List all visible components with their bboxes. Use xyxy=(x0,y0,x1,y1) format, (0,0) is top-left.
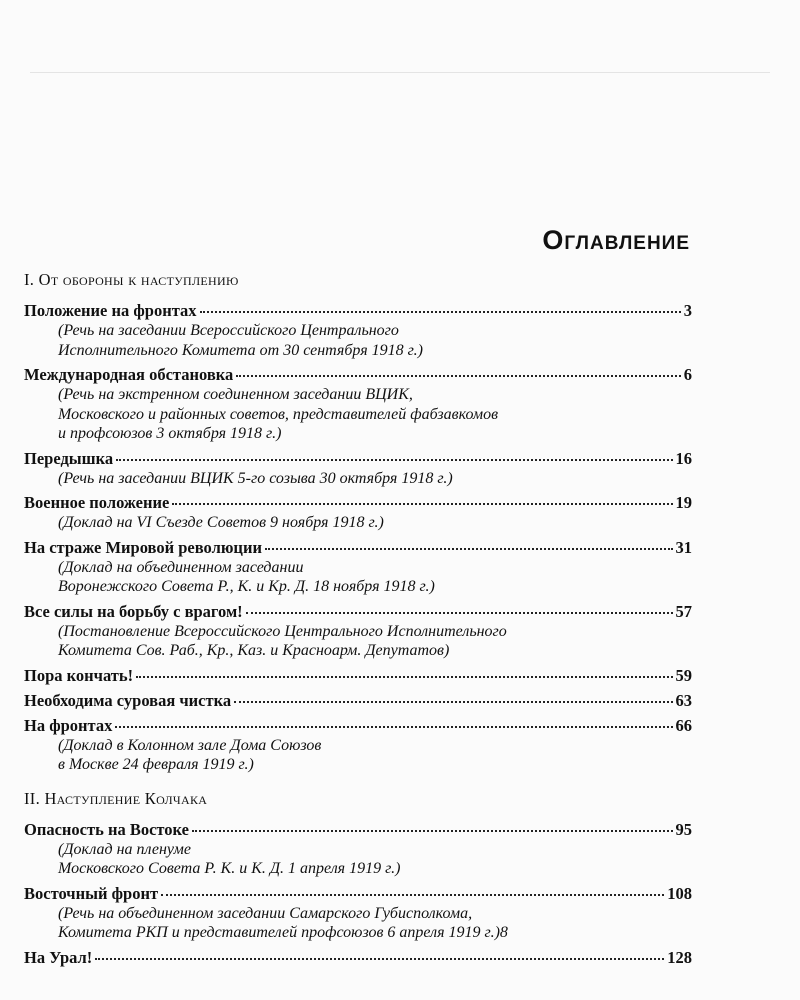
dot-leader xyxy=(234,701,672,703)
dot-leader xyxy=(161,894,664,896)
dot-leader xyxy=(265,548,673,550)
entry-note-line: (Доклад на VI Съезде Советов 9 ноября 1918 г.) xyxy=(58,514,384,531)
page-number: 57 xyxy=(675,601,692,621)
toc-entry-row xyxy=(24,448,692,469)
toc-entry xyxy=(24,883,692,943)
entry-title: Все силы на борьбу с врагом! xyxy=(24,601,243,621)
entry-note-line: и профсоюзов 3 октября 1918 г.) xyxy=(58,425,282,442)
entry-note-line: (Речь на экстренном соединенном заседании ВЦИК, xyxy=(58,386,413,403)
page-number: 31 xyxy=(675,537,692,557)
entry-note-line: Комитета РКП и представителей профсоюзов 6 апреля 1919 г.)8 xyxy=(58,924,508,941)
entry-title: Восточный фронт xyxy=(24,883,159,903)
toc-entry-row xyxy=(24,665,692,686)
entry-note-line: (Доклад на объединенном заседании xyxy=(58,558,304,576)
entry-note-line: (Доклад в Колонном зале Дома Союзов xyxy=(58,736,322,754)
entry-note-line: Московского и районных советов, представителей фабзавкомов xyxy=(58,405,499,423)
page-edge-line xyxy=(30,72,770,73)
entry-title: На Урал! xyxy=(24,947,93,967)
toc-entry xyxy=(24,364,692,444)
entry-note-line: в Москве 24 февраля 1919 г.) xyxy=(58,756,254,773)
entry-note-line: (Доклад на пленуме xyxy=(58,840,191,858)
dot-leader xyxy=(116,459,672,461)
dot-leader xyxy=(246,612,673,614)
entry-title: Положение на фронтах xyxy=(24,301,197,320)
toc-entry xyxy=(24,492,692,533)
table-of-contents xyxy=(24,270,692,972)
entry-title: На фронтах xyxy=(24,715,113,735)
entry-note-line: (Речь на заседании ВЦИК 5-го созыва 30 октября 1918 г.) xyxy=(58,469,453,487)
toc-entry-row xyxy=(24,300,692,321)
toc-entry xyxy=(24,537,692,597)
page-number: 66 xyxy=(675,715,692,735)
toc-entry-row xyxy=(24,715,692,736)
dot-leader xyxy=(115,726,672,728)
toc-entry-row xyxy=(24,947,692,968)
toc-entry xyxy=(24,819,692,879)
section-title: II. Наступление Колчака xyxy=(24,788,208,808)
dot-leader xyxy=(192,830,673,832)
toc-entry xyxy=(24,690,692,711)
toc-entry-row xyxy=(24,492,692,513)
entry-title: Необходима суровая чистка xyxy=(24,690,232,710)
entry-title: Передышка xyxy=(24,448,114,468)
dot-leader xyxy=(136,676,672,678)
toc-entry-row xyxy=(24,364,692,385)
toc-entry-row xyxy=(24,819,692,840)
toc-entry xyxy=(24,601,692,661)
toc-entry-row xyxy=(24,537,692,558)
entry-note-line: Исполнительного Комитета от 30 сентября 1918 г.) xyxy=(58,341,423,359)
entry-title: На страже Мировой революции xyxy=(24,537,262,557)
entry-note-line: (Постановление Всероссийского Центрального Исполнительного xyxy=(58,622,507,640)
dot-leader xyxy=(95,958,664,960)
entry-note-line: Московского Совета Р. К. и К. Д. 1 апреля 1919 г.) xyxy=(58,860,401,877)
entry-title: Опасность на Востоке xyxy=(24,819,189,839)
page-number: 16 xyxy=(675,448,692,468)
section-title: I. От обороны к наступлению xyxy=(24,270,239,289)
toc-entry-row xyxy=(24,883,692,904)
dot-leader xyxy=(236,375,681,377)
page-number: 95 xyxy=(675,819,692,839)
dot-leader xyxy=(200,311,681,313)
page-number: 19 xyxy=(675,493,692,512)
entry-title: Пора кончать! xyxy=(24,665,134,685)
toc-entry xyxy=(24,448,692,489)
entry-note-line: Комитета Сов. Раб., Кр., Каз. и Красноарм. Депутатов) xyxy=(58,642,450,659)
dot-leader xyxy=(172,503,672,505)
entry-title: Международная обстановка xyxy=(24,365,234,384)
entry-note-line: Воронежского Совета Р., К. и Кр. Д. 18 ноября 1918 г.) xyxy=(58,578,435,595)
entry-note-line: (Речь на заседании Всероссийского Центрального xyxy=(58,322,399,339)
page-number: 128 xyxy=(667,947,692,967)
toc-entry-row xyxy=(24,690,692,711)
toc-entry xyxy=(24,300,692,360)
page-number: 108 xyxy=(667,883,692,903)
toc-entry xyxy=(24,715,692,775)
toc-entry xyxy=(24,665,692,686)
page-number: 63 xyxy=(675,690,692,710)
entry-note-line: (Речь на объединенном заседании Самарского Губисполкома, xyxy=(58,904,473,922)
toc-entry xyxy=(24,947,692,968)
page-heading: Оглавление xyxy=(542,225,690,255)
page-number: 3 xyxy=(683,301,692,320)
page-number: 59 xyxy=(675,665,692,685)
page-number: 6 xyxy=(683,365,692,384)
toc-entry-row xyxy=(24,601,692,622)
entry-title: Военное положение xyxy=(24,493,170,512)
